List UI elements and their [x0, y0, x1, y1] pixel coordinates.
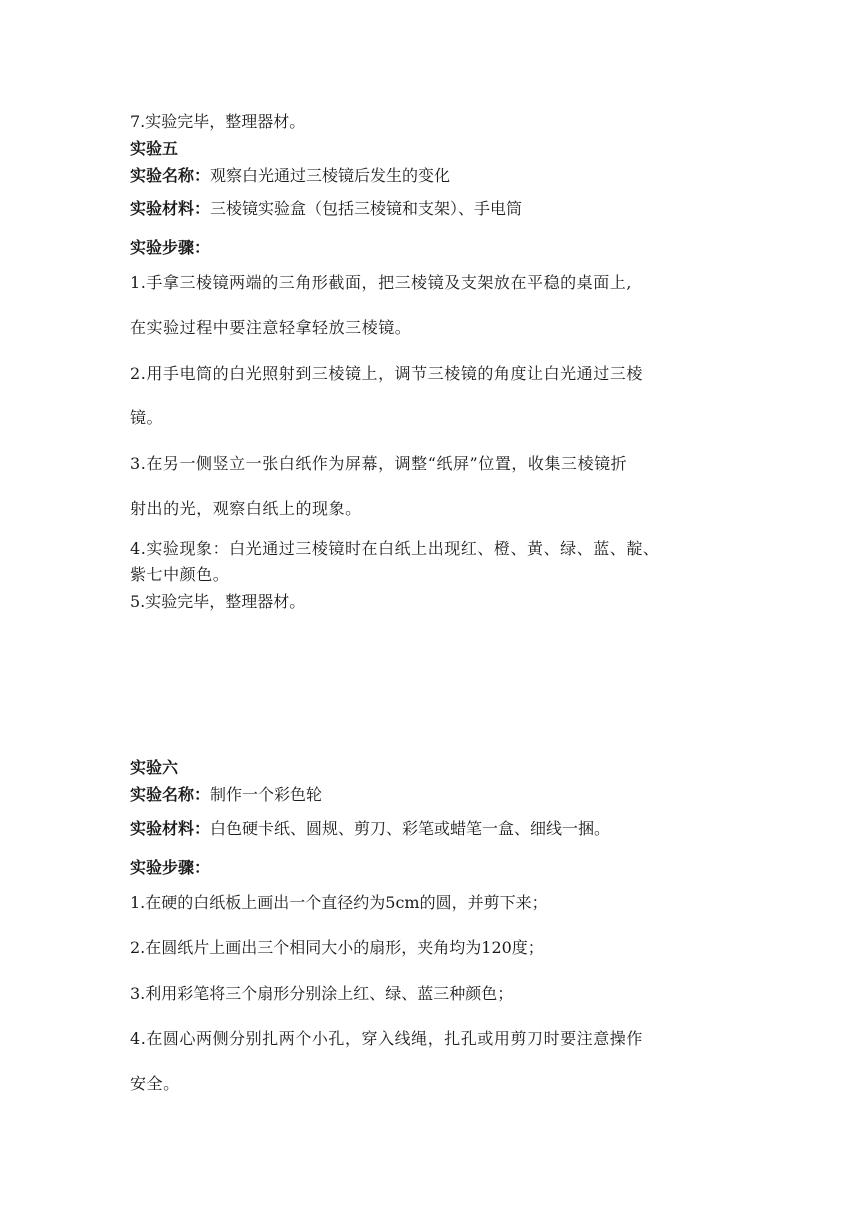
exp5-step4-line1: 4.实验现象：白光通过三棱镜时在白纸上出现红、橙、黄、绿、蓝、靛、	[130, 539, 660, 558]
exp6-step2: 2.在圆纸片上画出三个相同大小的扇形，夹角均为120度；	[130, 938, 544, 957]
exp5-step3-line1: 3.在另一侧竖立一张白纸作为屏幕，调整“纸屏”位置，收集三棱镜折	[130, 454, 628, 473]
exp6-name-row	[130, 785, 322, 805]
exp6-step3: 3.利用彩笔将三个扇形分别涂上红、绿、蓝三种颜色；	[130, 984, 514, 1003]
exp5-materials-label: 实验材料：	[130, 199, 211, 218]
exp5-name-label: 实验名称：	[130, 166, 211, 185]
exp6-materials-row	[130, 819, 610, 839]
prev-step-7: 7.实验完毕，整理器材。	[130, 112, 306, 131]
exp5-materials-value: 三棱镜实验盒（包括三棱镜和支架）、手电筒	[210, 199, 523, 218]
exp6-step1: 1.在硬的白纸板上画出一个直径约为5cm的圆，并剪下来；	[130, 893, 548, 912]
exp5-step2-line2: 镜。	[130, 408, 164, 427]
exp6-name-value: 制作一个彩色轮	[210, 785, 323, 804]
exp6-materials-value: 白色硬卡纸、圆规、剪刀、彩笔或蜡笔一盒、细线一捆。	[210, 819, 611, 838]
exp6-step4-line1: 4.在圆心两侧分别扎两个小孔，穿入线绳，扎孔或用剪刀时要注意操作	[130, 1029, 643, 1048]
exp5-step1-line1: 1.手拿三棱镜两端的三角形截面，把三棱镜及支架放在平稳的桌面上,	[130, 273, 632, 292]
exp5-step2-line1: 2.用手电筒的白光照射到三棱镜上，调节三棱镜的角度让白光通过三棱	[130, 364, 643, 383]
exp6-title: 实验六	[130, 758, 179, 777]
exp6-step4-line2: 安全。	[130, 1074, 180, 1093]
exp5-step1-line2: 在实验过程中要注意轻拿轻放三棱镜。	[130, 318, 412, 337]
exp6-materials-label: 实验材料：	[130, 819, 211, 838]
exp5-name-value: 观察白光通过三棱镜后发生的变化	[210, 166, 451, 185]
exp5-step5: 5.实验完毕，整理器材。	[130, 592, 306, 611]
exp5-materials-row	[130, 199, 522, 219]
exp6-name-label: 实验名称：	[130, 785, 211, 804]
exp6-steps-label: 实验步骤：	[130, 858, 211, 877]
exp5-title: 实验五	[130, 139, 179, 158]
exp5-steps-label: 实验步骤：	[130, 238, 211, 257]
exp5-step3-line2: 射出的光，观察白纸上的现象。	[130, 499, 362, 518]
exp5-name-row	[130, 166, 450, 186]
exp5-step4-line2: 紫七中颜色。	[130, 565, 230, 584]
